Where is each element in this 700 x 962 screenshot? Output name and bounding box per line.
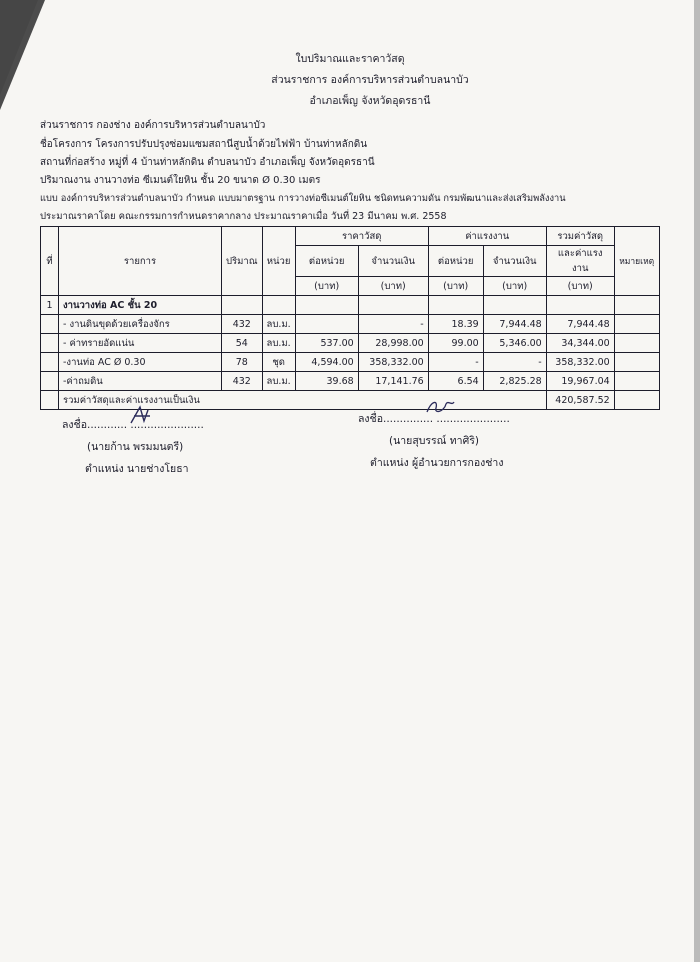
row-mat-unit: 537.00 [295, 334, 358, 353]
left-sign-line: ลงชื่อ............ ...................... [62, 419, 204, 431]
col-remark: หมายเหตุ [614, 227, 659, 296]
table-row [41, 353, 660, 372]
mat-unit-header: ต่อหน่วย [295, 246, 358, 277]
row-item: - ค่าทรายอัดแน่น [59, 334, 222, 353]
row-mat-unit: 39.68 [295, 372, 358, 391]
right-sign-line: ลงชื่อ............... ...................... [358, 413, 510, 425]
quantity-line: ปริมาณงาน งานวางท่อ ซีเมนต์ใยหิน ชั้น 20 ขนาด Ø 0.30 เมตร [40, 175, 321, 186]
total-baht: (บาท) [546, 277, 614, 296]
right-signer-name: (นายสุบรรณ์ ทาศิริ) [389, 435, 479, 447]
row-unit: ชุด [262, 353, 295, 372]
group-title: งานวางท่อ AC ชั้น 20 [59, 296, 222, 315]
lab-unit-baht: (บาท) [428, 277, 483, 296]
row-total: 358,332.00 [546, 353, 614, 372]
right-signer-position: ตำแหน่ง ผู้อำนวยการกองช่าง [370, 457, 504, 469]
section-line: ส่วนราชการ กองช่าง องค์การบริหารส่วนตำบลนาบัว [40, 120, 266, 131]
row-item: -งานท่อ AC Ø 0.30 [59, 353, 222, 372]
col-unit: หน่วย [262, 227, 295, 296]
row-qty: 432 [222, 372, 263, 391]
mat-amount-header: จำนวนเงิน [358, 246, 428, 277]
row-lab-unit: 99.00 [428, 334, 483, 353]
lab-amount-header: จำนวนเงิน [483, 246, 546, 277]
row-total: 7,944.48 [546, 315, 614, 334]
row-qty: 54 [222, 334, 263, 353]
row-mat-amount: 17,141.76 [358, 372, 428, 391]
row-lab-amount: 5,346.00 [483, 334, 546, 353]
bill-of-quantities-table [40, 226, 660, 410]
row-mat-amount: 358,332.00 [358, 353, 428, 372]
row-total: 19,967.04 [546, 372, 614, 391]
group-no: 1 [41, 296, 59, 315]
summary-total: 420,587.52 [546, 391, 614, 410]
col-total-1: รวมค่าวัสดุ [546, 227, 614, 246]
scan-edge [694, 0, 700, 962]
row-lab-unit: 6.54 [428, 372, 483, 391]
row-unit: ลบ.ม. [262, 334, 295, 353]
col-material: ราคาวัสดุ [295, 227, 428, 246]
estimate-line: ประมาณราคาโดย คณะกรรมการกำหนดราคากลาง ประมาณราคาเมื่อ วันที่ 23 มีนาคม พ.ศ. 2558 [40, 211, 447, 222]
row-mat-amount: 28,998.00 [358, 334, 428, 353]
col-item: รายการ [59, 227, 222, 296]
project-line: ชื่อโครงการ โครงการปรับปรุงซ่อมแซมสถานีสูบน้ำด้วยไฟฟ้า บ้านท่าหลักดิน [40, 139, 368, 150]
lab-unit-header: ต่อหน่วย [428, 246, 483, 277]
table-row [41, 315, 660, 334]
row-qty: 432 [222, 315, 263, 334]
table-row [41, 334, 660, 353]
row-mat-unit: 4,594.00 [295, 353, 358, 372]
document-title: ใบปริมาณและราคาวัสดุ [295, 53, 405, 65]
row-unit: ลบ.ม. [262, 372, 295, 391]
summary-label: รวมค่าวัสดุและค่าแรงงานเป็นเงิน [59, 391, 547, 410]
row-item: - งานดินขุดด้วยเครื่องจักร [59, 315, 222, 334]
col-qty: ปริมาณ [222, 227, 263, 296]
row-qty: 78 [222, 353, 263, 372]
location-line: สถานที่ก่อสร้าง หมู่ที่ 4 บ้านท่าหลักดิน ตำบลนาบัว อำเภอเพ็ญ จังหวัดอุดรธานี [40, 157, 375, 168]
district-line: อำเภอเพ็ญ จังหวัดอุดรธานี [309, 95, 431, 107]
row-lab-amount: 7,944.48 [483, 315, 546, 334]
col-labor: ค่าแรงงาน [428, 227, 546, 246]
row-total: 34,344.00 [546, 334, 614, 353]
table-row [41, 372, 660, 391]
right-signature-mark [424, 398, 456, 418]
row-lab-unit: 18.39 [428, 315, 483, 334]
mat-amount-baht: (บาท) [358, 277, 428, 296]
mat-unit-baht: (บาท) [295, 277, 358, 296]
col-total-2: และค่าแรงงาน [546, 246, 614, 277]
row-mat-unit [295, 315, 358, 334]
lab-amount-baht: (บาท) [483, 277, 546, 296]
table-group-row [41, 296, 660, 315]
left-signer-position: ตำแหน่ง นายช่างโยธา [85, 463, 189, 475]
row-lab-amount: 2,825.28 [483, 372, 546, 391]
agency-line: ส่วนราชการ องค์การบริหารส่วนตำบลนาบัว [271, 74, 469, 86]
left-signature-mark [128, 404, 154, 426]
row-mat-amount: - [358, 315, 428, 334]
left-signer-name: (นายก้าน พรมมนตรี) [87, 441, 184, 453]
row-unit: ลบ.ม. [262, 315, 295, 334]
type-line: แบบ องค์การบริหารส่วนตำบลนาบัว กำหนด แบบมาตรฐาน การวางท่อซีเมนต์ใยหิน ชนิดทนความดัน กรมพัฒนาและส่งเสริมพลังงาน [40, 193, 566, 204]
row-lab-amount: - [483, 353, 546, 372]
row-lab-unit: - [428, 353, 483, 372]
col-no: ที่ [41, 227, 59, 296]
row-item: -ค่าถมดิน [59, 372, 222, 391]
